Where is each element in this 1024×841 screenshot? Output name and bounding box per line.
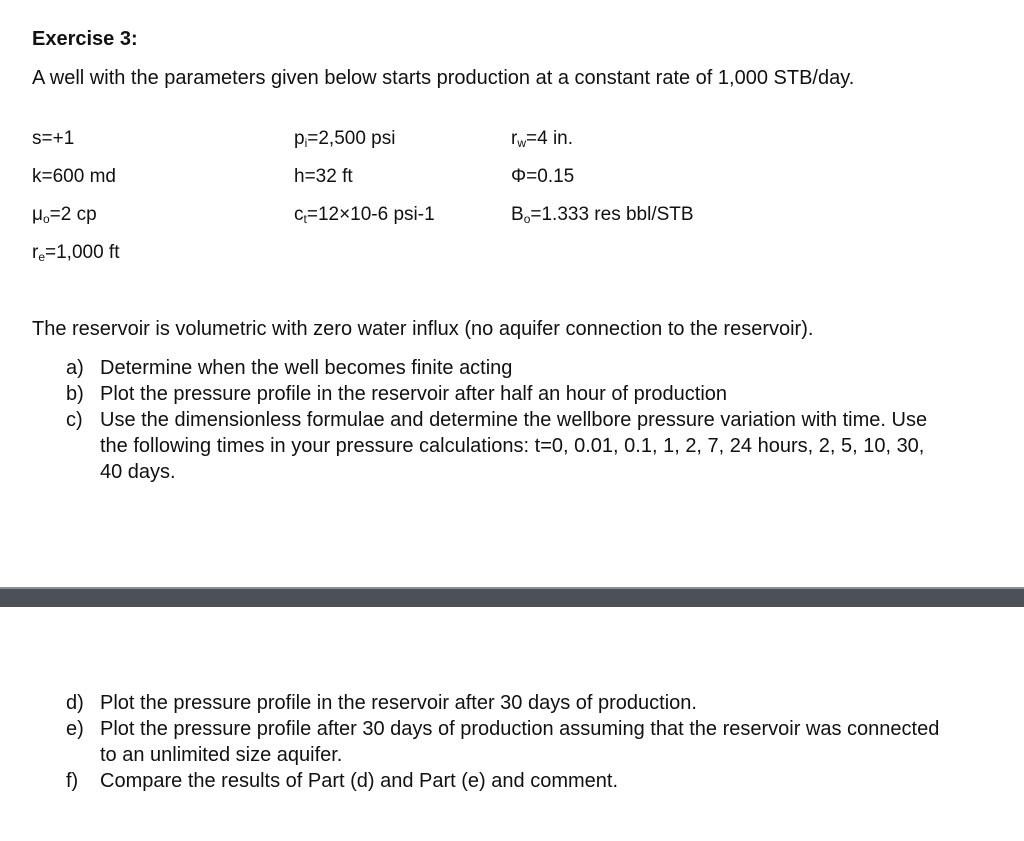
param-subscript: i (304, 136, 308, 150)
task-text: Plot the pressure profile after 30 days of production assuming that the reservoir was connected to an unlimited size aquifer. (100, 718, 940, 766)
param-symbol: p (294, 128, 305, 149)
param-subscript: o (523, 212, 531, 226)
task-item-e (66, 716, 946, 768)
param-value: =4 in. (526, 128, 574, 149)
task-list-part1 (66, 355, 946, 485)
param-symbol: μ (32, 204, 43, 225)
page-break-divider (0, 587, 1024, 607)
param-symbol: c (294, 204, 304, 225)
task-item-a (66, 355, 946, 381)
param-initial-pressure (294, 126, 395, 152)
task-item-f (66, 768, 946, 794)
param-symbol: k (32, 166, 42, 187)
param-value: =2,500 psi (307, 128, 396, 149)
param-value: =1,000 ft (45, 242, 120, 263)
param-symbol: h (294, 166, 305, 187)
task-text: Plot the pressure profile in the reservoir after 30 days of production. (100, 692, 697, 714)
task-marker: e) (66, 718, 84, 740)
param-value: =+1 (41, 128, 75, 149)
param-value: =1.333 res bbl/STB (530, 204, 694, 225)
param-external-radius (32, 240, 120, 266)
param-permeability (32, 164, 116, 190)
param-symbol: s (32, 128, 42, 149)
param-value: =600 md (41, 166, 116, 187)
param-subscript: w (517, 136, 526, 150)
param-symbol: r (32, 242, 39, 263)
param-symbol: r (511, 128, 518, 149)
param-value: =2 cp (49, 204, 97, 225)
param-wellbore-radius (511, 126, 573, 152)
task-text: Use the dimensionless formulae and determine the wellbore pressure variation with time. Use the following times in your pressure calculations: t=0, 0.01, 0.1, 1, 2, 7, 24 hours, 2, 5, 10, 30, 40 days. (100, 409, 928, 483)
param-value: =0.15 (526, 166, 575, 187)
intro-paragraph: A well with the parameters given below starts production at a constant rate of 1,000 STB/day. (32, 67, 855, 89)
task-marker: c) (66, 409, 83, 431)
param-subscript: e (38, 250, 46, 264)
task-item-c (66, 407, 946, 485)
task-list-part2 (66, 690, 946, 794)
param-formation-volume-factor (511, 202, 694, 228)
task-text: Plot the pressure profile in the reservoir after half an hour of production (100, 383, 728, 405)
task-text: Compare the results of Part (d) and Part (e) and comment. (100, 770, 618, 792)
reservoir-statement: The reservoir is volumetric with zero water influx (no aquifer connection to the reservoir). (32, 318, 814, 340)
param-viscosity (32, 202, 97, 228)
task-item-d (66, 690, 946, 716)
param-skin (32, 126, 74, 152)
param-subscript: o (42, 212, 50, 226)
param-subscript: t (303, 212, 307, 226)
task-marker: d) (66, 692, 84, 714)
param-compressibility (294, 202, 435, 228)
task-marker: a) (66, 357, 84, 379)
param-symbol: Φ (511, 166, 527, 187)
param-porosity (511, 164, 574, 190)
param-thickness (294, 164, 353, 190)
param-value: =12×10-6 psi-1 (306, 204, 435, 225)
task-text: Determine when the well becomes finite acting (100, 357, 513, 379)
param-value: =32 ft (304, 166, 353, 187)
exercise-heading: Exercise 3: (32, 28, 138, 50)
param-symbol: B (511, 204, 524, 225)
task-item-b (66, 381, 946, 407)
task-marker: f) (66, 770, 79, 792)
task-marker: b) (66, 383, 84, 405)
